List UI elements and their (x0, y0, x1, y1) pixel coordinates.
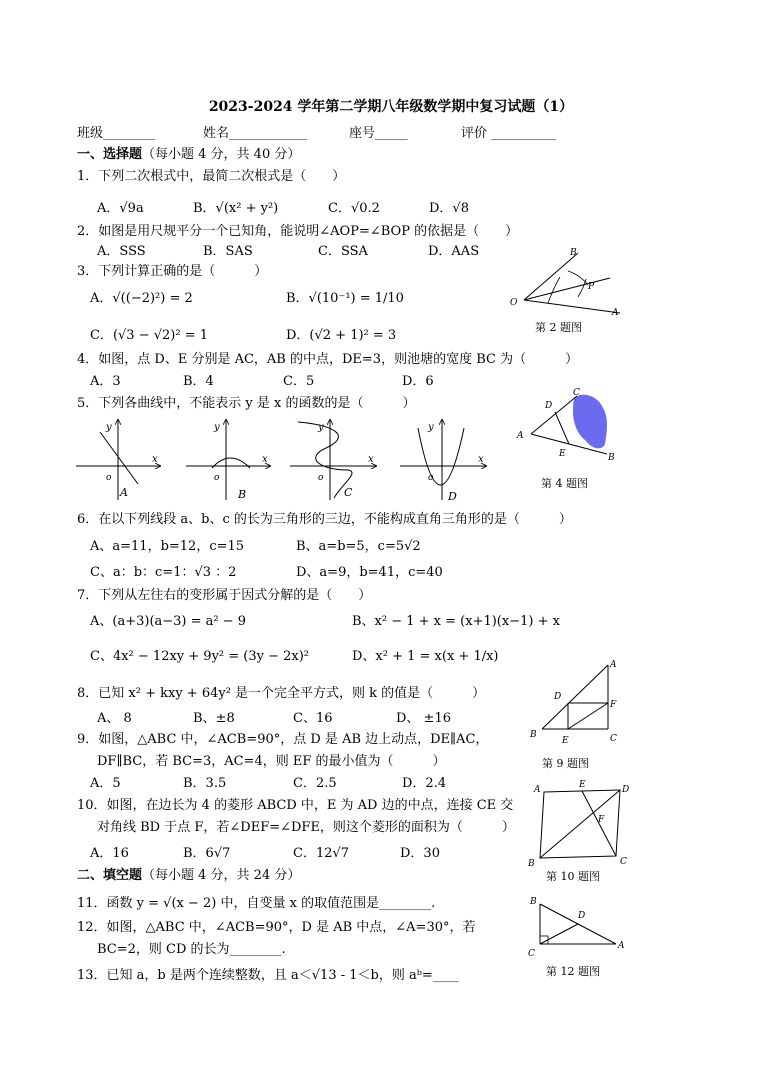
origin-label: o (214, 473, 220, 483)
q9-option-d: D．2.4 (402, 776, 447, 791)
label-b: B (528, 859, 535, 869)
x-label: x (152, 454, 158, 465)
q6-option-d: D、a=9，b=41，c=40 (296, 565, 443, 580)
q4-option-c: C．5 (283, 374, 315, 389)
y-label: y (106, 422, 112, 433)
q10-option-a: A．16 (90, 846, 129, 861)
q3-option-c: C．(√3 − √2)² = 1 (90, 328, 208, 343)
y-label: y (214, 422, 220, 433)
label-b: B (530, 897, 537, 907)
label-c: C (620, 857, 627, 867)
q4-option-d: D．6 (402, 374, 434, 389)
q2-option-a: A．SSS (97, 244, 146, 259)
graph-b-label: B (238, 488, 247, 501)
q10-option-c: C．12√7 (293, 846, 350, 861)
q7-option-c: C、4x² − 12xy + 9y² = (3y − 2x)² (90, 649, 310, 664)
figure-2-caption: 第 2 题图 (535, 321, 582, 334)
question-4-stem: 4．如图，点 D、E 分别是 AC，AB 的中点，DE=3，则池塘的宽度 BC 为（ ） (77, 352, 579, 367)
x-label: x (368, 454, 374, 465)
evaluation-field: 评价 __________ (461, 126, 557, 141)
q3-option-d: D．(√2 + 1)² = 3 (286, 328, 397, 343)
label-d: D (554, 692, 562, 702)
label-e: E (562, 736, 569, 746)
q6-option-c: C、a：b：c=1：√3 ：2 (90, 565, 237, 580)
q9-option-b: B．3.5 (183, 776, 227, 791)
segment-cd (540, 924, 578, 944)
label-a: A (612, 308, 619, 317)
label-f: F (598, 815, 605, 825)
name-field: 姓名____________ (203, 126, 308, 141)
figure-2-angle-bisector (508, 245, 624, 317)
q3-option-a: A．√((−2)²) = 2 (90, 291, 193, 306)
figure-4-pond (515, 384, 615, 466)
label-d: D (578, 911, 586, 921)
figure-10-caption: 第 10 题图 (546, 870, 600, 883)
graph-d-label: D (448, 490, 457, 503)
origin-label: o (318, 473, 324, 483)
figure-4-caption: 第 4 题图 (541, 477, 588, 490)
question-1-stem: 1．下列二次根式中，最简二次根式是（ ） (77, 169, 346, 184)
segment-de (555, 412, 569, 444)
graph-b (186, 420, 270, 501)
q8-option-d: D、 ±16 (396, 711, 451, 726)
q2-option-d: D．AAS (428, 244, 480, 259)
q8-option-a: A、 8 (97, 711, 132, 726)
pond-shape (573, 395, 607, 449)
question-7-stem: 7．下列从左往右的变形属于因式分解的是（ ） (77, 588, 372, 603)
q10-option-b: B．6√7 (183, 846, 231, 861)
q7-option-b: B、x² − 1 + x = (x+1)(x−1) + x (352, 614, 560, 629)
question-13-stem: 13．已知 a，b 是两个连续整数，且 a＜√13 - 1＜b，则 aᵇ=____ (77, 968, 459, 983)
section-2-heading (77, 864, 300, 883)
label-b: B (530, 730, 537, 740)
x-label: x (478, 454, 484, 465)
q2-option-c: C．SSA (318, 244, 368, 259)
label-e: E (579, 780, 586, 790)
question-2-stem: 2．如图是用尺规平分一个已知角，能说明∠AOP=∠BOP 的依据是（ ） (77, 224, 519, 239)
ray-oa (524, 300, 620, 313)
question-12-line-2: BC=2，则 CD 的长为________. (97, 942, 286, 957)
label-e: E (559, 449, 566, 459)
question-9-line-1: 9．如图，△ABC 中，∠ACB=90°，点 D 是 AB 边上动点，DE∥AC， (77, 732, 489, 747)
q8-option-b: B、±8 (193, 711, 235, 726)
q4-option-b: B．4 (183, 374, 214, 389)
q10-option-d: D．30 (400, 846, 440, 861)
label-b: B (608, 453, 615, 463)
diagonal-bd (540, 790, 620, 858)
y-label: y (428, 422, 434, 433)
page-title: 2023-2024 学年第二学期八年级数学期中复习试题（1） (208, 99, 574, 115)
q4-option-a: A．3 (90, 374, 121, 389)
q6-option-a: A、a=11，b=12，c=15 (90, 539, 245, 554)
label-d: D (545, 401, 553, 411)
q9-option-c: C．2.5 (293, 776, 337, 791)
question-12-line-1: 12．如图，△ABC 中，∠ACB=90°，D 是 AB 中点，∠A=30°，若 (77, 920, 476, 935)
label-c: C (528, 949, 535, 959)
label-a: A (610, 660, 617, 670)
label-b: B (570, 248, 577, 258)
question-3-stem: 3．下列计算正确的是（ ） (77, 264, 268, 279)
arc-1 (548, 277, 560, 303)
origin-label: o (106, 473, 112, 483)
q6-option-b: B、a=b=5，c=5√2 (296, 539, 421, 554)
section-2-note: （每小题 4 分，共 24 分） (142, 868, 301, 883)
figure-9-caption: 第 9 题图 (542, 757, 589, 770)
graph-c (290, 420, 376, 500)
question-10-line-1: 10．如图，在边长为 4 的菱形 ABCD 中，E 为 AD 边的中点，连接 CE 交 (77, 798, 514, 813)
side-ac (531, 396, 577, 434)
figure-12-right-triangle (524, 894, 632, 960)
origin-label: o (428, 473, 434, 483)
section-2-title: 二、填空题 (77, 868, 143, 883)
label-a: A (517, 431, 524, 441)
q8-option-c: C、16 (293, 711, 333, 726)
side-ab (542, 665, 608, 729)
graph-c-label: C (344, 486, 353, 499)
graph-a (76, 420, 160, 500)
label-a: A (618, 941, 625, 951)
q1-option-c: C．√0.2 (328, 201, 380, 216)
graph-d (400, 420, 486, 503)
section-1-heading (77, 143, 300, 162)
label-p: P (588, 282, 595, 292)
label-c: C (610, 734, 617, 744)
question-6-stem: 6．在以下列线段 a、b、c 的长为三角形的三边，不能构成直角三角形的是（ ） (77, 512, 572, 527)
label-o: O (510, 298, 518, 308)
q7-option-a: A、(a+3)(a−3) = a² − 9 (90, 614, 247, 629)
seat-field: 座号_____ (349, 126, 408, 141)
question-5-graphs (72, 414, 502, 506)
figure-12-caption: 第 12 题图 (546, 965, 600, 978)
question-11-stem: 11．函数 y = √(x − 2) 中，自变量 x 的取值范围是________. (77, 896, 436, 911)
y-label: y (318, 422, 324, 433)
section-1-title: 一、选择题 (77, 147, 143, 162)
question-8-stem: 8．已知 x² + kxy + 64y² 是一个完全平方式，则 k 的值是（ ） (77, 686, 486, 701)
label-a: A (534, 785, 541, 795)
question-9-line-2: DF∥BC，若 BC=3，AC=4，则 EF 的最小值为（ ） (97, 754, 446, 769)
figure-9-triangle (528, 655, 620, 747)
q3-option-b: B．√(10⁻¹) = 1/10 (286, 291, 404, 306)
q9-option-a: A．5 (90, 776, 121, 791)
section-1-note: （每小题 4 分，共 40 分） (142, 147, 301, 162)
q2-option-b: B．SAS (203, 244, 253, 259)
graph-a-label: A (120, 486, 128, 499)
q1-option-d: D．√8 (429, 201, 469, 216)
question-5-stem: 5．下列各曲线中，不能表示 y 是 x 的函数的是（ ） (77, 396, 416, 411)
label-d: D (622, 785, 630, 795)
label-f: F (610, 700, 617, 710)
x-label: x (262, 454, 268, 465)
segment-ef (568, 703, 608, 729)
label-c: C (573, 388, 580, 398)
question-10-line-2: 对角线 BD 于点 F，若∠DEF=∠DFE，则这个菱形的面积为（ ） (97, 820, 515, 835)
class-field: 班级________ (77, 126, 156, 141)
q1-option-a: A．√9a (97, 201, 144, 216)
figure-10-rhombus (524, 778, 636, 870)
q1-option-b: B．√(x² + y²) (193, 201, 279, 216)
q7-option-d: D、x² + 1 = x(x + 1/x) (352, 649, 499, 664)
curve (418, 428, 464, 485)
